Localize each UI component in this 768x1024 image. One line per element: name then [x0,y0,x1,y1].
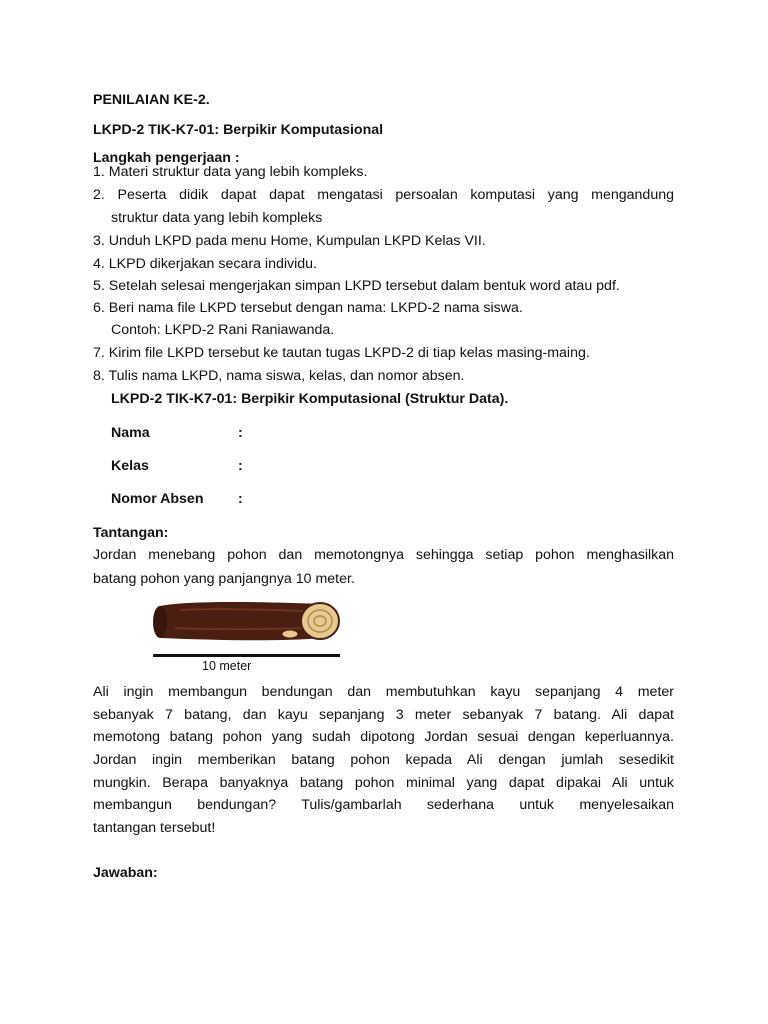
page-heading: PENILAIAN KE-2. [93,92,210,108]
story-text-line: Ali ingin membangun bendungan dan membutuhkan kayu sepanjang 4 meter [93,684,674,700]
step-item: 2. Peserta didik dapat dapat mengatasi persoalan komputasi yang mengandung [93,187,674,203]
story-text-line: Jordan ingin memberikan batang pohon kepada Ali dengan jumlah sesedikit [93,752,674,768]
story-text-line: memotong batang pohon yang sudah dipotong Jordan sesuai dengan keperluannya. [93,729,674,745]
step-item: 7. Kirim file LKPD tersebut ke tautan tugas LKPD-2 di tiap kelas masing-maing. [93,345,590,361]
form-colon: : [238,425,243,441]
log-illustration [150,598,342,674]
form-label-nomor-absen: Nomor Absen [111,491,204,507]
step-item: 5. Setelah selesai mengerjakan simpan LKPD tersebut dalam bentuk word atau pdf. [93,278,620,294]
form-title: LKPD-2 TIK-K7-01: Berpikir Komputasional (Struktur Data). [111,391,509,407]
challenge-title: Tantangan: [93,525,169,541]
challenge-text-line: Jordan menebang pohon dan memotongnya sehingga setiap pohon menghasilkan [93,547,674,563]
step-item: 6. Beri nama file LKPD tersebut dengan nama: LKPD-2 nama siswa. [93,300,523,316]
story-text-line: tantangan tersebut! [93,820,216,836]
form-label-kelas: Kelas [111,458,149,474]
page-subheading: LKPD-2 TIK-K7-01: Berpikir Komputasional [93,122,384,138]
step-item: 1. Materi struktur data yang lebih kompleks. [93,164,368,180]
steps-title: Langkah pengerjaan : [93,150,240,166]
challenge-text-line: batang pohon yang panjangnya 10 meter. [93,571,355,587]
form-label-nama: Nama [111,425,150,441]
answer-title: Jawaban: [93,865,158,881]
step-item-continuation: struktur data yang lebih kompleks [111,210,323,226]
step-item: 4. LKPD dikerjakan secara individu. [93,256,317,272]
story-text-line: sebanyak 7 batang, dan kayu sepanjang 3 meter sebanyak 7 batang. Ali dapat [93,707,674,723]
story-text-line: mungkin. Berapa banyaknya batang pohon minimal yang dapat dipakai Ali untuk [93,775,674,791]
form-colon: : [238,458,243,474]
step-item: 3. Unduh LKPD pada menu Home, Kumpulan LKPD Kelas VII. [93,233,486,249]
image-caption: 10 meter [202,659,252,673]
form-colon: : [238,491,243,507]
step-item-example: Contoh: LKPD-2 Rani Raniawanda. [111,322,335,338]
step-item: 8. Tulis nama LKPD, nama siswa, kelas, dan nomor absen. [93,368,465,384]
story-text-line: membangun bendungan? Tulis/gambarlah sederhana untuk menyelesaikan [93,797,674,813]
